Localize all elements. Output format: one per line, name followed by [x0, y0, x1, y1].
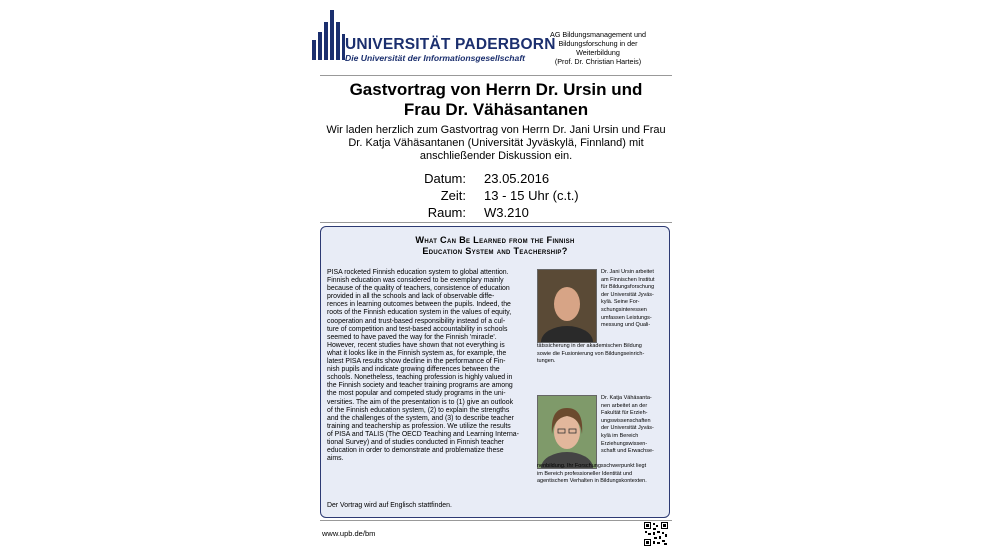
bio-line: tätssicherung in der akademischen Bildung	[537, 343, 642, 349]
bio-line: ungswissenschaften	[601, 417, 651, 424]
bio-line: nen arbeitet an der	[601, 402, 648, 409]
bio-line: tungen.	[537, 358, 556, 365]
abstract-title-line: What Can Be Learned from the Finnish	[415, 235, 575, 245]
abstract-line: Finnish education was considered to be exemplary mainly	[327, 277, 504, 285]
ag-line: (Prof. Dr. Christian Harteis)	[554, 57, 642, 66]
time-value: 13 - 15 Uhr (c.t.)	[484, 188, 579, 203]
abstract-line: education in order to demonstrate and problematize these	[327, 447, 504, 455]
intro-line: Dr. Katja Vähäsantanen (Universität Jyväskylä, Finnland) mit	[348, 137, 644, 149]
footer-url[interactable]: www.upb.de/bm	[322, 529, 376, 538]
intro-line: anschließender Diskussion ein.	[419, 150, 573, 162]
footer-divider	[320, 520, 672, 521]
abstract-line: provided in all the schools and lack of observable diffe-	[327, 293, 495, 301]
abstract-line: training and teachership as profession. We utilize the results	[327, 422, 511, 430]
abstract-title-line: Education System and Teachership?	[422, 246, 568, 256]
bio-line: umfassen Leistungs-	[601, 314, 652, 321]
abstract-line: rences in learning outcomes between the pupils. Indeed, the	[327, 301, 511, 309]
time-label: Zeit:	[440, 188, 466, 203]
abstract-line: ture of competition and test-based accountability in schools	[327, 325, 508, 333]
abstract-line: seemed to have paved the way for the Finnish 'miracle'.	[327, 333, 497, 341]
bio-line: schungsinteressen	[601, 306, 647, 313]
portrait-photo-ursin	[537, 269, 597, 343]
abstract-line: versities. The aim of the presentation is to (1) give an outlook	[327, 398, 514, 406]
room-label: Raum:	[427, 205, 466, 220]
section-divider	[320, 222, 672, 223]
date-label: Datum:	[424, 171, 466, 186]
abstract-line: and the challenges of the system, and (3) to describe teacher	[327, 414, 514, 422]
bio-line: der Universität Jyväs-	[601, 425, 654, 432]
bio-line: agentischem Verhalten in Bildungskontexten.	[537, 478, 647, 485]
bio-line: nenbildung. Ihr Forschungsschwerpunkt liegt	[537, 463, 647, 469]
abstract-title	[321, 235, 669, 257]
date-value: 23.05.2016	[484, 171, 550, 186]
event-details	[300, 170, 692, 221]
abstract-text	[327, 269, 533, 463]
ag-line: Weiterbildung	[576, 48, 620, 57]
title-line: Gastvortrag von Herrn Dr. Ursin und	[349, 80, 643, 99]
bio-line: Dr. Jani Ursin arbeitet	[601, 269, 654, 275]
abstract-line: PISA rocketed Finnish education system to global attention.	[327, 269, 509, 276]
abstract-line: tional Survey) and of studies conducted in Finnish teacher	[327, 438, 504, 446]
bio-line: für Bildungsforschung	[601, 284, 655, 291]
header-divider	[320, 75, 672, 76]
abstract-line: of PISA and TALIS (The OECD Teaching and Learning Interna-	[327, 430, 519, 438]
poster	[300, 0, 692, 558]
abstract-line: latest PISA results show decline in the performance of Fin-	[327, 358, 506, 366]
abstract-line: because of the quality of teachers, consistence of education	[327, 285, 510, 293]
abstract-line: what it looks like in the Finnish system as, for example, the	[327, 349, 507, 357]
bio-line: schaft und Erwachse-	[601, 448, 654, 455]
title-line: Frau Dr. Vähäsantanen	[403, 100, 589, 119]
invitation-text	[318, 124, 674, 163]
bio-line: am Finnischen Institut	[601, 276, 655, 283]
abstract-line: schools. Nonetheless, teaching profession is highly valued in	[327, 374, 513, 382]
bio-line: Fakultät für Erzieh-	[601, 410, 648, 417]
research-group	[523, 30, 673, 66]
bio-line: Dr. Katja Vähäsanta-	[601, 395, 652, 401]
ag-line: AG Bildungsmanagement und	[550, 30, 646, 39]
abstract-line: roots of the Finnish education system in the values of equity,	[327, 309, 512, 317]
bio-line: sowie die Fusionierung von Bildungseinrich-	[537, 350, 645, 357]
abstract-line: of the Finnish education system, (2) to explain the strengths	[327, 406, 510, 414]
page-title	[300, 80, 692, 120]
abstract-line: the Finnish society and teacher training programs are among	[327, 382, 513, 390]
abstract-line: aims.	[327, 455, 344, 463]
portrait-photo-vahasantanen	[537, 395, 597, 469]
bio-line: Erziehungswissen-	[601, 440, 648, 447]
bio-line: messung und Quali-	[601, 322, 651, 329]
bio-vahasantanen	[601, 395, 654, 456]
bio-line: kylä. Seine For-	[601, 299, 640, 306]
university-tagline: Die Universität der Informationsgesellschaft	[345, 53, 526, 63]
bio-ursin	[601, 269, 655, 330]
abstract-line: cooperation and trust-based responsibility instead of a cul-	[327, 317, 506, 325]
ag-line: Bildungsforschung in der	[558, 39, 638, 48]
intro-line: Wir laden herzlich zum Gastvortrag von Herrn Dr. Jani Ursin und Frau	[326, 124, 666, 136]
qr-code-icon	[644, 522, 668, 546]
abstract-line: nish pupils and indicate growing differences between the	[327, 366, 500, 374]
bio-line: der Universität Jyväs-	[601, 291, 654, 298]
bio-line: im Bereich professioneller Identität und	[537, 470, 633, 477]
bio-ursin-continued	[537, 343, 644, 366]
abstract-box	[320, 226, 670, 518]
language-note: Der Vortrag wird auf Englisch stattfinden.	[327, 502, 452, 509]
university-name: UNIVERSITÄT PADERBORN	[345, 36, 556, 53]
room-value: W3.210	[484, 205, 529, 220]
bio-vahasantanen-continued	[537, 463, 647, 486]
bio-line: kylä im Bereich	[601, 432, 639, 439]
abstract-line: However, recent studies have shown that not everything is	[327, 341, 505, 349]
abstract-line: the most popular and competed study programs in the uni-	[327, 390, 506, 398]
